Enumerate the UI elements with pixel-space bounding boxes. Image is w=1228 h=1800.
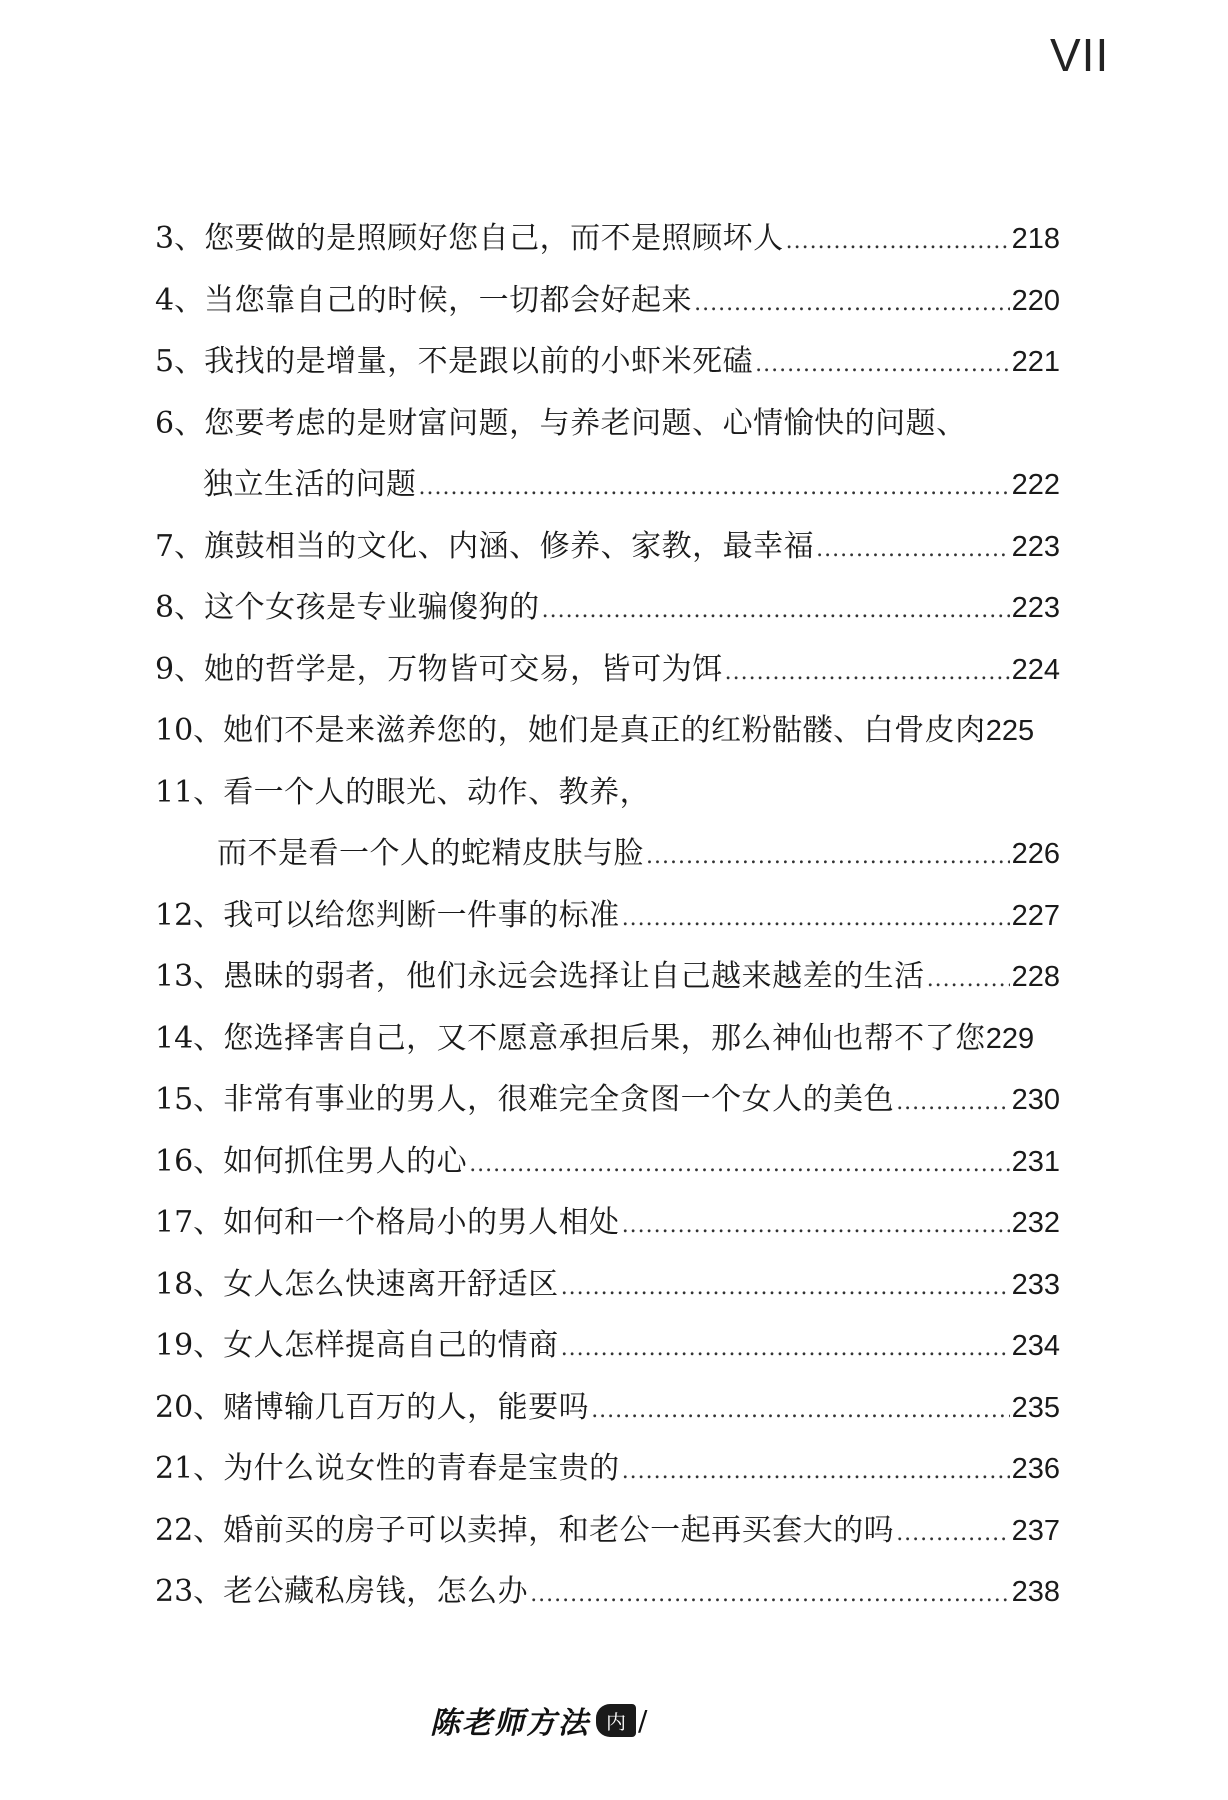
toc-entry-title: 她的哲学是，万物皆可交易，皆可为饵 <box>204 651 723 687</box>
toc-entry <box>155 885 1060 947</box>
toc-entry-number: 19、 <box>155 1328 224 1363</box>
toc-entry-title: 您要做的是照顾好您自己，而不是照顾坏人 <box>204 221 784 256</box>
toc-entry-page: 223 <box>1011 592 1060 624</box>
toc-entry-number: 20、 <box>155 1389 224 1425</box>
toc-entry <box>155 516 1060 578</box>
toc-entry-page: 238 <box>1011 1576 1060 1608</box>
toc-leader-dots <box>927 949 1010 1011</box>
toc-entry-title: 我可以给您判断一件事的标准 <box>223 897 620 933</box>
toc-leader-dots <box>896 1072 1009 1134</box>
toc-entry-page: 221 <box>1011 346 1060 378</box>
toc-entry-page: 234 <box>1011 1330 1060 1362</box>
toc-entry-title: 女人怎么快速离开舒适区 <box>223 1266 559 1302</box>
table-of-contents <box>155 208 1060 1623</box>
toc-entry-number: 7、 <box>155 528 205 564</box>
toc-entry-title: 看一个人的眼光、动作、教养， <box>223 774 651 810</box>
toc-entry-title: 这个女孩是专业骗傻狗的 <box>204 590 540 625</box>
toc-leader-dots <box>755 334 1010 396</box>
toc-entry-title: 当您靠自己的时候，一切都会好起来 <box>204 282 693 318</box>
toc-entry <box>155 1438 1060 1500</box>
toc-entry-number: 13、 <box>155 959 224 994</box>
toc-entry-page: 223 <box>1011 530 1060 563</box>
toc-entry-page: 220 <box>1011 284 1060 317</box>
footer-slash: / <box>638 1703 648 1737</box>
toc-entry-number: 16、 <box>155 1143 224 1179</box>
toc-entry <box>155 700 1060 762</box>
toc-entry-page: 227 <box>1011 899 1060 932</box>
toc-entry-page: 226 <box>1011 838 1060 870</box>
toc-entry-page: 218 <box>1011 223 1060 255</box>
toc-entry-number: 4、 <box>155 282 205 318</box>
toc-entry <box>155 331 1060 393</box>
toc-entry-title: 您要考虑的是财富问题，与养老问题、心情愉快的问题、 <box>204 405 967 441</box>
toc-entry <box>155 1192 1060 1254</box>
toc-entry <box>155 1131 1060 1193</box>
toc-leader-dots <box>530 1564 1009 1626</box>
toc-entry-page: 230 <box>1011 1084 1060 1116</box>
toc-entry-number: 10、 <box>155 713 224 748</box>
toc-entry-title: 如何抓住男人的心 <box>223 1143 468 1179</box>
toc-entry <box>155 762 1060 824</box>
toc-entry-number: 15、 <box>155 1082 224 1117</box>
toc-entry-page: 224 <box>1011 653 1060 686</box>
toc-leader-dots <box>786 211 1010 273</box>
toc-entry <box>155 1069 1060 1131</box>
toc-entry-number: 3、 <box>155 221 205 256</box>
toc-entry-page: 235 <box>1011 1391 1060 1424</box>
toc-entry-number: 22、 <box>155 1512 224 1548</box>
toc-entry <box>155 1561 1060 1623</box>
toc-entry-title: 女人怎样提高自己的情商 <box>223 1328 559 1363</box>
toc-entry <box>155 270 1060 332</box>
toc-entry-title: 我找的是增量，不是跟以前的小虾米死磕 <box>204 344 754 379</box>
toc-entry <box>155 1377 1060 1439</box>
toc-entry-page: 229 <box>985 1022 1035 1055</box>
toc-entry <box>155 823 1060 885</box>
toc-entry <box>155 1315 1060 1377</box>
toc-entry-title: 为什么说女性的青春是宝贵的 <box>223 1451 620 1486</box>
toc-entry <box>155 1500 1060 1562</box>
toc-entry <box>155 208 1060 270</box>
toc-entry-number: 21、 <box>155 1451 224 1486</box>
toc-entry-page: 233 <box>1011 1268 1060 1301</box>
toc-entry-title: 老公藏私房钱，怎么办 <box>223 1574 529 1609</box>
toc-leader-dots <box>622 1441 1010 1503</box>
footer <box>430 1698 647 1742</box>
toc-entry-number: 5、 <box>155 344 205 379</box>
toc-entry <box>155 1008 1060 1070</box>
toc-entry-number: 9、 <box>155 651 205 687</box>
toc-entry-title: 旗鼓相当的文化、内涵、修养、家教，最幸福 <box>204 528 815 564</box>
toc-entry-page: 225 <box>985 715 1035 747</box>
page-number: VII <box>1050 29 1110 81</box>
toc-entry-number: 12、 <box>155 897 224 933</box>
toc-entry-page: 237 <box>1011 1514 1060 1547</box>
toc-leader-dots <box>591 1380 1009 1442</box>
toc-entry-number: 23、 <box>155 1574 224 1609</box>
toc-leader-dots <box>896 1503 1009 1565</box>
toc-leader-dots <box>816 519 1010 581</box>
toc-entry-title: 愚昧的弱者，他们永远会选择让自己越来越差的生活 <box>223 959 925 994</box>
toc-leader-dots <box>561 1318 1010 1380</box>
toc-entry-number: 18、 <box>155 1266 224 1302</box>
toc-leader-dots <box>542 580 1010 642</box>
toc-entry-page: 222 <box>1011 469 1060 501</box>
toc-entry <box>155 1254 1060 1316</box>
toc-entry-page: 232 <box>1011 1207 1060 1239</box>
toc-entry-title: 非常有事业的男人，很难完全贪图一个女人的美色 <box>223 1082 895 1117</box>
toc-entry <box>155 454 1060 516</box>
toc-entry <box>155 946 1060 1008</box>
toc-entry-number: 17、 <box>155 1205 224 1240</box>
toc-entry-number: 14、 <box>155 1020 224 1056</box>
toc-entry-number: 8、 <box>155 590 205 625</box>
toc-entry-title: 赌博输几百万的人，能要吗 <box>223 1389 590 1425</box>
toc-leader-dots <box>725 642 1010 704</box>
toc-entry-number: 6、 <box>155 405 205 441</box>
toc-entry-page: 231 <box>1011 1145 1060 1178</box>
footer-tag: 内 <box>596 1704 636 1737</box>
toc-leader-dots <box>561 1257 1010 1319</box>
toc-leader-dots <box>469 1134 1009 1196</box>
toc-entry-page: 236 <box>1011 1453 1060 1485</box>
toc-leader-dots <box>694 273 1010 335</box>
toc-leader-dots <box>646 826 1010 888</box>
toc-entry-title: 您选择害自己，又不愿意承担后果，那么神仙也帮不了您 <box>223 1020 986 1056</box>
footer-brand: 陈老师方法 <box>430 1706 590 1741</box>
toc-leader-dots <box>622 888 1010 950</box>
toc-leader-dots <box>622 1195 1010 1257</box>
toc-entry <box>155 577 1060 639</box>
toc-entry-title: 独立生活的问题 <box>203 467 417 502</box>
toc-entry-title: 她们不是来滋养您的，她们是真正的红粉骷髅、白骨皮肉 <box>223 713 986 748</box>
toc-entry-page: 228 <box>1011 961 1060 993</box>
toc-entry-title: 婚前买的房子可以卖掉，和老公一起再买套大的吗 <box>223 1512 895 1548</box>
toc-entry-number: 11、 <box>155 774 224 810</box>
toc-entry <box>155 393 1060 455</box>
toc-entry-title: 而不是看一个人的蛇精皮肤与脸 <box>217 836 644 871</box>
toc-entry <box>155 639 1060 701</box>
toc-leader-dots <box>419 457 1010 519</box>
toc-entry-title: 如何和一个格局小的男人相处 <box>223 1205 620 1240</box>
